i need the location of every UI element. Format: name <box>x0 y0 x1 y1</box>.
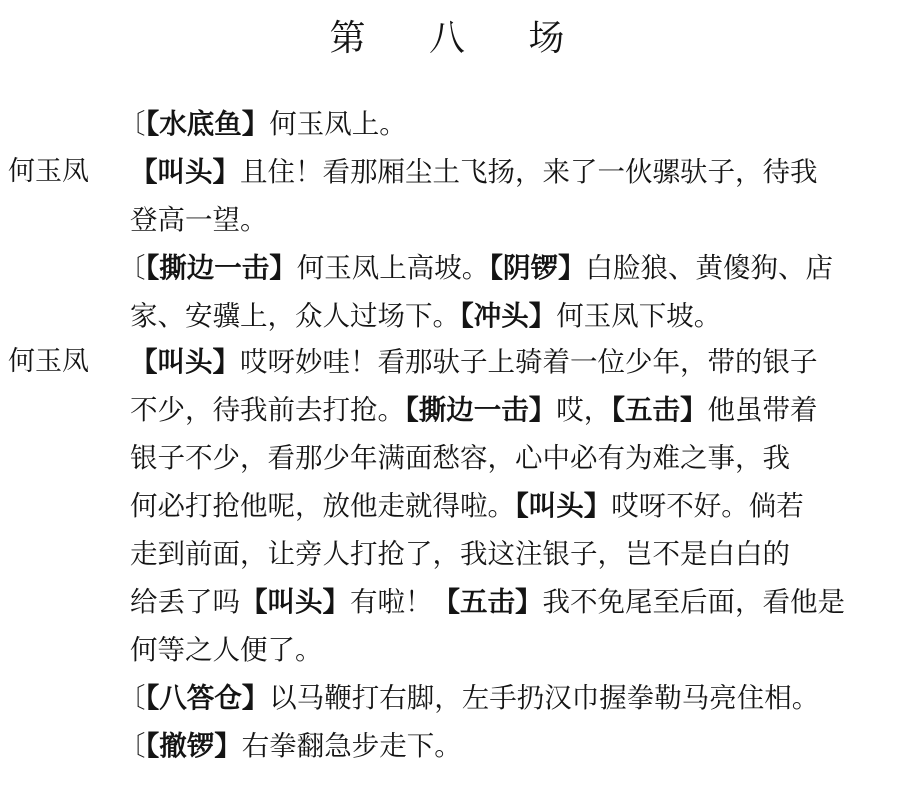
speech-2-line-7: 何等之人便了。 <box>130 634 323 666</box>
music-cue: 【八答仓】 <box>145 682 270 714</box>
music-cue: 【五击】 <box>432 586 543 618</box>
speech-2-line-4: 何必打抢他呢，放他走就得啦。【叫头】哎呀不好。倘若 <box>130 490 804 522</box>
speech-2-line-1: 【叫头】哎呀妙哇！看那驮子上骑着一位少年，带的银子 <box>130 346 818 378</box>
speech-1-line-1: 【叫头】且住！看那厢尘土飞扬，来了一伙骡驮子，待我 <box>130 156 818 188</box>
music-cue: 【叫头】 <box>130 346 240 378</box>
music-cue: 【叫头】 <box>130 156 240 188</box>
music-cue: 【叫头】 <box>240 586 350 618</box>
stage-direction-1: 〔【水底鱼】何玉凤上。 <box>118 108 407 140</box>
stage-direction-4: 〔【撤锣】右拳翻急步走下。 <box>118 730 462 762</box>
speech-2-line-2: 不少，待我前去打抢。【撕边一击】哎，【五击】他虽带着 <box>130 394 818 426</box>
speech-2-line-6: 给丢了吗【叫头】有啦！【五击】我不免尾至后面，看他是 <box>130 586 845 618</box>
music-cue: 【叫头】 <box>515 490 612 522</box>
music-cue: 【五击】 <box>611 394 708 426</box>
stage-direction-3: 〔【八答仓】以马鞭打右脚，左手扔汉巾握拳勒马亮住相。 <box>118 682 820 714</box>
music-cue: 【水底鱼】 <box>145 108 270 140</box>
stage-direction-2-line-2: 家、安骥上，众人过场下。【冲头】何玉凤下坡。 <box>130 300 722 332</box>
speech-1-line-2: 登高一望。 <box>130 204 268 236</box>
scene-title: 第 八 场 <box>329 18 591 59</box>
speech-2-line-5: 走到前面，让旁人打抢了，我这注银子，岂不是白白的 <box>130 538 790 570</box>
music-cue: 【撕边一击】 <box>405 394 557 426</box>
speaker-he-yufeng-1: 何玉凤 <box>8 156 89 187</box>
music-cue: 【阴锣】 <box>489 252 586 284</box>
music-cue: 【冲头】 <box>460 300 557 332</box>
music-cue: 【撤锣】 <box>145 730 242 762</box>
music-cue: 【撕边一击】 <box>145 252 297 284</box>
speaker-he-yufeng-2: 何玉凤 <box>8 346 89 377</box>
stage-direction-2-line-1: 〔【撕边一击】何玉凤上高坡。【阴锣】白脸狼、黄傻狗、店 <box>118 252 833 284</box>
speech-2-line-3: 银子不少，看那少年满面愁容，心中必有为难之事，我 <box>130 442 790 474</box>
